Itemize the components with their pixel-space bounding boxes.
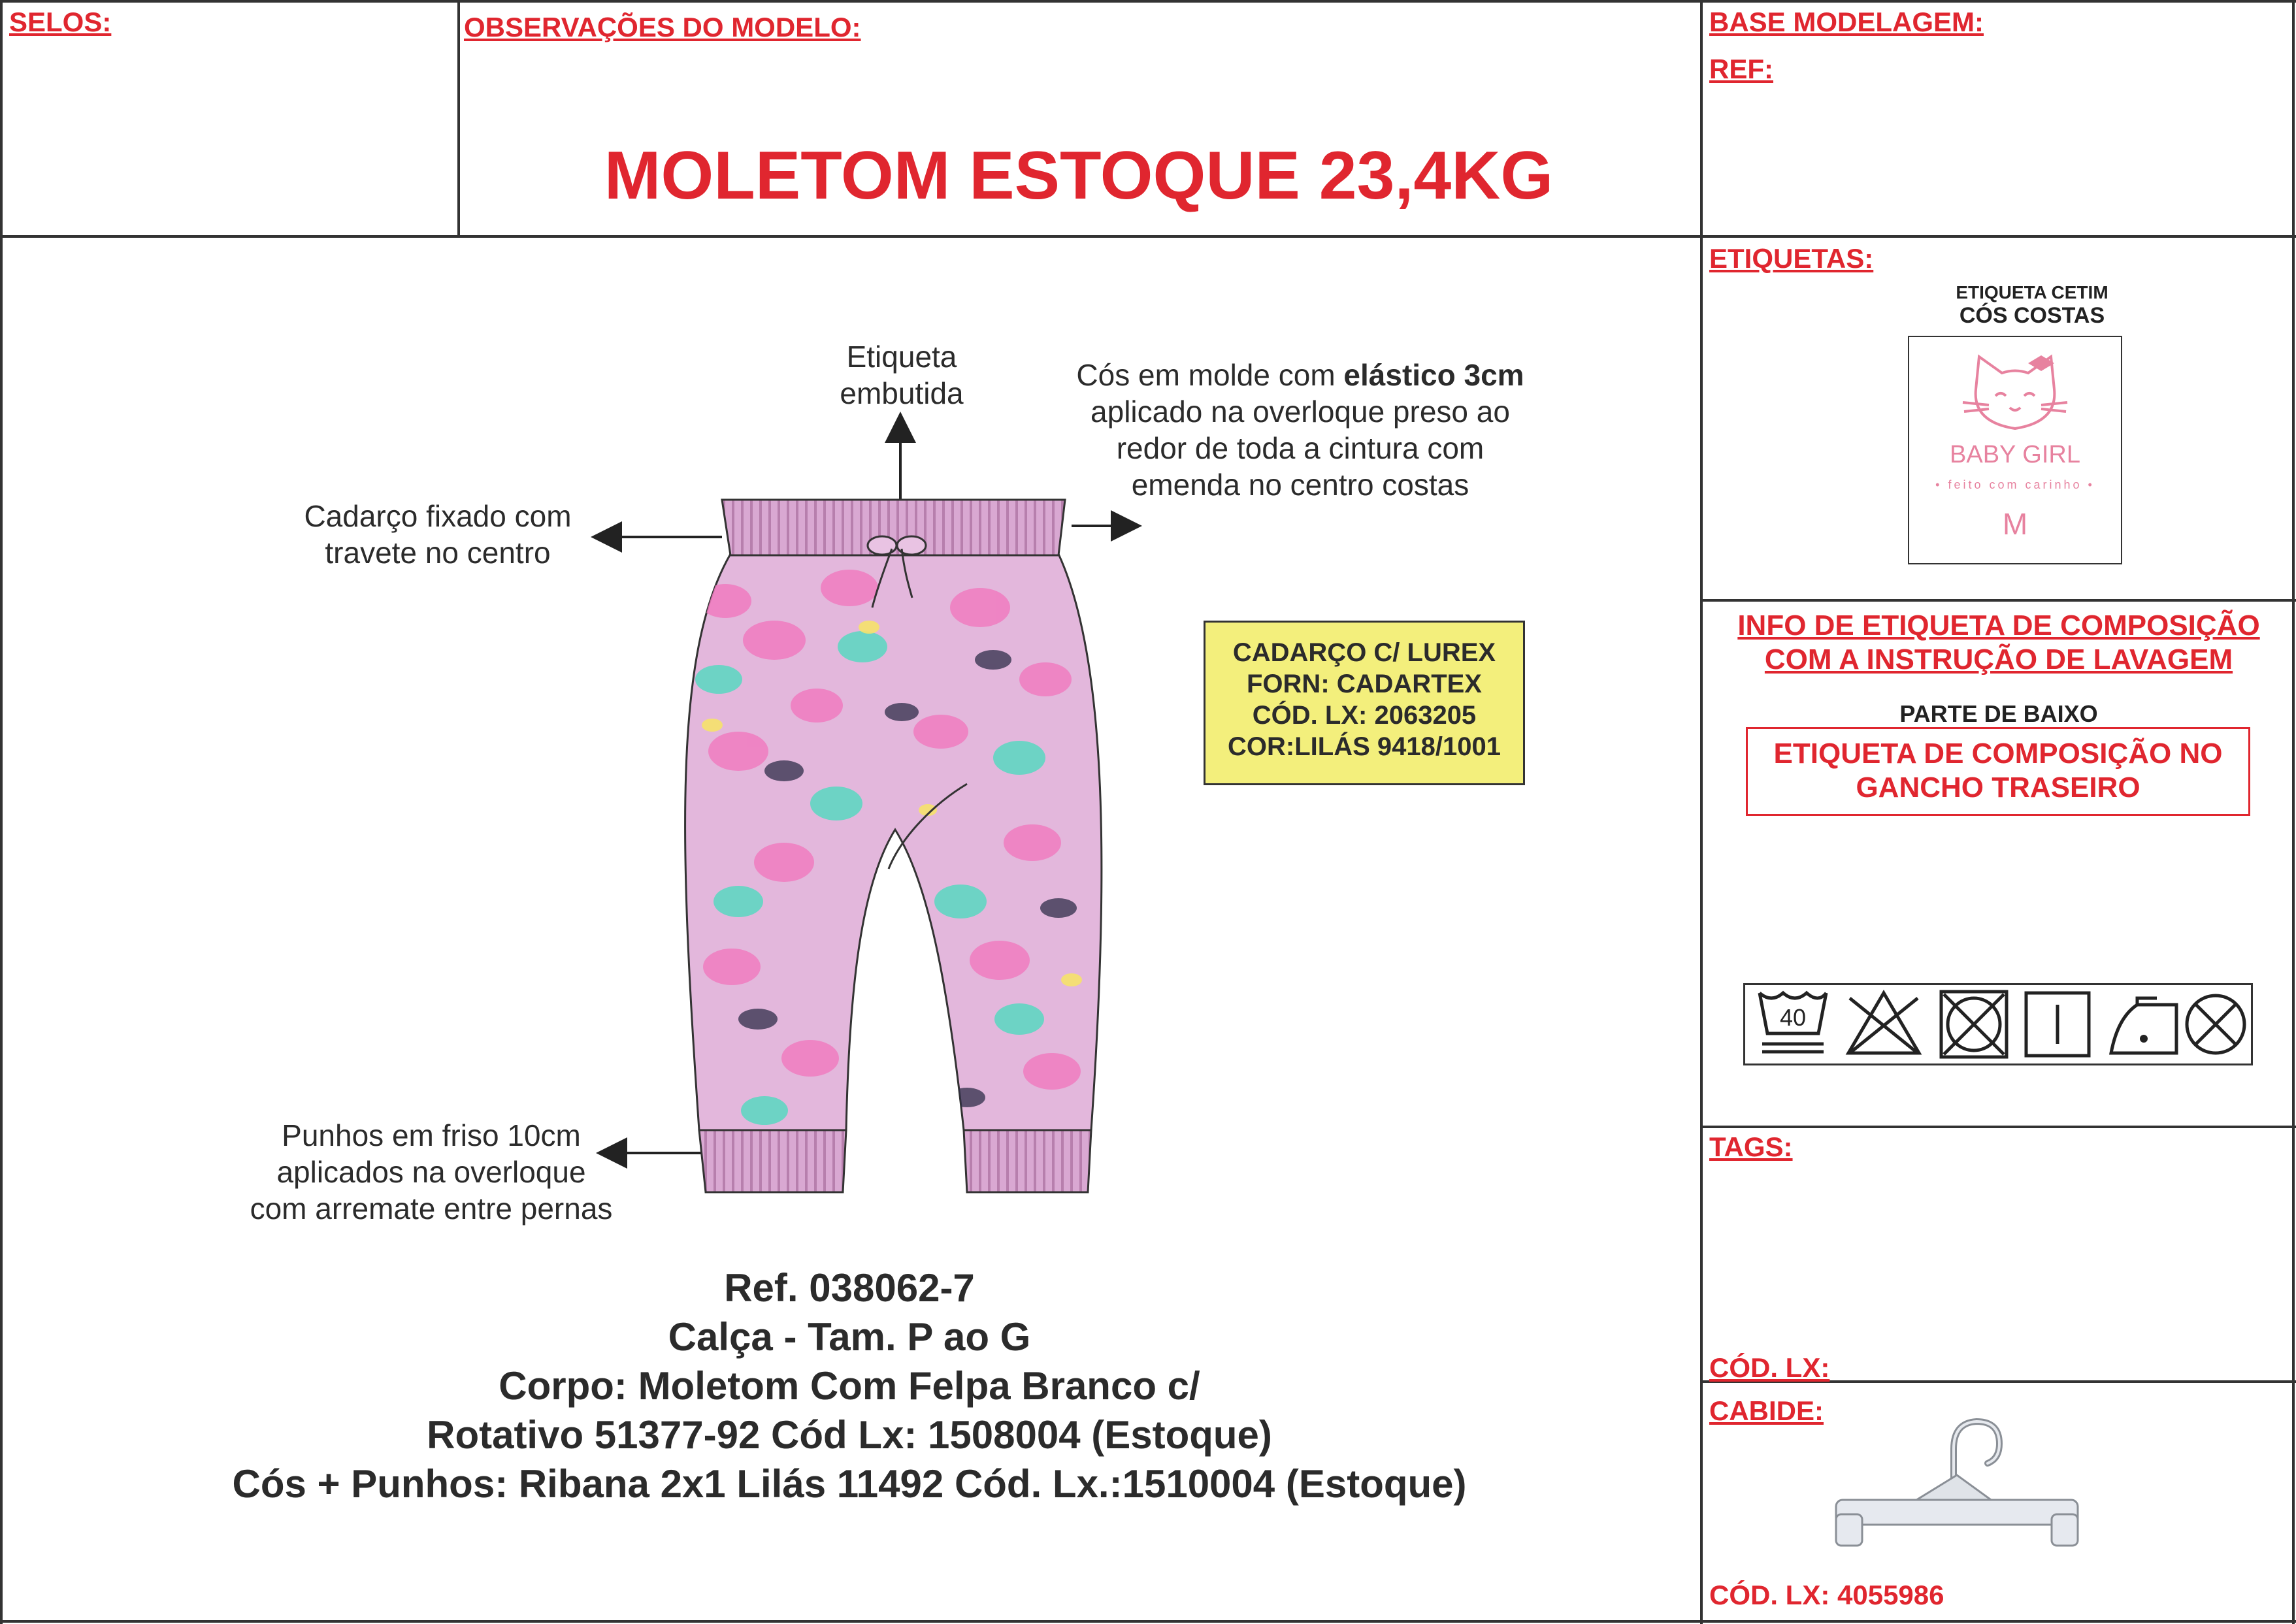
note-line: CÓD. LX: 2063205 [1252,701,1477,730]
cuff-left [699,1130,846,1192]
spec-block [0,1263,1699,1508]
hanger-icon [1816,1403,2097,1567]
note-line: COR:LILÁS 9418/1001 [1228,732,1501,761]
info-heading-line: COM A INSTRUÇÃO DE LAVAGEM [1764,643,2233,675]
annotation-line: emenda no centro costas [1131,468,1469,502]
care-symbols [1743,983,2253,1065]
info-heading [1701,609,2296,677]
tags-cod-lx: CÓD. LX: [1709,1352,1830,1383]
etiquetas-label: ETIQUETAS: [1709,243,1874,274]
ref-label: REF: [1709,54,1773,84]
page-title: MOLETOM ESTOQUE 23,4KG [604,138,1554,214]
observacoes-label: OBSERVAÇÕES DO MODELO: [464,12,861,42]
tags-label: TAGS: [1709,1131,1793,1162]
iron-low-icon [2111,998,2176,1053]
note-line: FORN: CADARTEX [1247,670,1482,698]
annotation-line: aplicados na overloque [276,1155,586,1189]
spec-size: Calça - Tam. P ao G [668,1315,1031,1359]
no-bleach-icon [1848,993,1919,1053]
label-caption-line: CÓS COSTAS [1959,303,2105,328]
satin-label [1908,336,2122,564]
border-bottom [0,1620,2296,1623]
base-modelagem-label: BASE MODELAGEM: [1709,7,1984,37]
line-dry-icon [2026,993,2089,1056]
annotation-line: com arremate entre pernas [250,1192,613,1226]
parte-de-baixo: PARTE DE BAIXO [1899,700,2098,727]
annotation-line: Punhos em friso 10cm [282,1118,581,1152]
cabide-label: CABIDE: [1709,1395,1824,1426]
label-brand: BABY GIRL [1950,441,2080,468]
annotation-text: Cós em molde com [1076,358,1344,392]
cuff-right [964,1130,1091,1192]
no-tumble-dry-icon [1941,992,2007,1057]
annotation-line: redor de toda a cintura com [1116,431,1484,465]
annotation-line: aplicado na overloque preso ao [1091,395,1510,429]
label-caption-line: ETIQUETA CETIM [1956,282,2108,302]
note-line: CADARÇO C/ LUREX [1232,638,1496,667]
annotation-line: travete no centro [325,536,551,570]
selos-label: SELOS: [9,7,112,37]
annotation-line: Cadarço fixado com [304,499,572,533]
no-dry-clean-icon [2187,996,2244,1053]
annotation-bold: elástico 3cm [1343,358,1524,392]
spec-ref: Ref. 038062-7 [724,1266,975,1310]
sidebar-sep-1 [1701,599,2296,602]
wash-temp: 40 [1779,1004,1807,1031]
sidebar-sep-2 [1701,1126,2296,1128]
label-size: M [2002,507,2028,541]
spec-body-1: Corpo: Moletom Com Felpa Branco c/ [499,1364,1200,1408]
annotation-line: embutida [840,376,964,410]
info-heading-line: INFO DE ETIQUETA DE COMPOSIÇÃO [1737,609,2260,641]
cabide-cod-lx: CÓD. LX: 4055986 [1709,1580,1944,1610]
annotation-line: Etiqueta [846,340,957,374]
spec-cuffs: Cós + Punhos: Ribana 2x1 Lilás 11492 Cód. Lx.:1510004 (Estoque) [232,1462,1467,1506]
composition-box [1746,727,2250,816]
composition-line: GANCHO TRASEIRO [1856,771,2140,804]
label-tagline: • feito com carinho • [1935,478,2095,491]
composition-line: ETIQUETA DE COMPOSIÇÃO NO [1773,738,2223,770]
spec-body-2: Rotativo 51377-92 Cód Lx: 1508004 (Estoque) [427,1413,1272,1457]
cat-logo-icon [1950,344,2080,442]
drawstring-note [1204,621,1525,785]
label-caption [1882,282,2182,329]
